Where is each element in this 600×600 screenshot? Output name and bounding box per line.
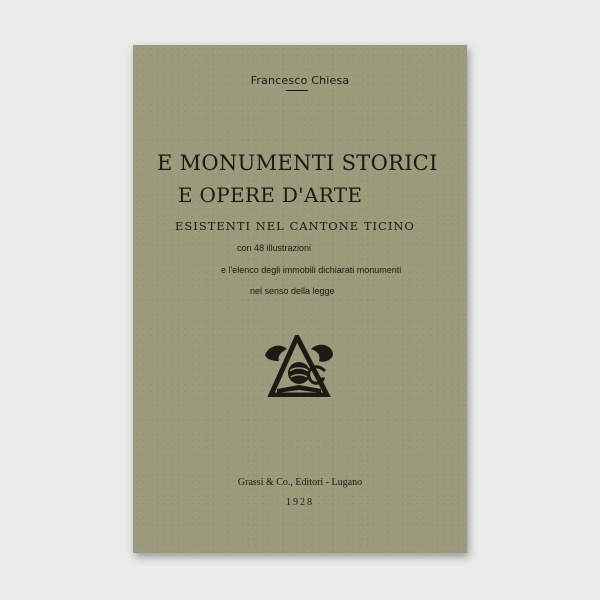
publisher-line: Grassi & Co., Editori - Lugano (237, 477, 363, 488)
subtitle-line-2: e l'elenco degli immobili dichiarati monumenti (221, 265, 402, 275)
title-line-1: E MONUMENTI STORICI (157, 151, 438, 175)
publisher-emblem-icon (263, 335, 335, 397)
author-divider (286, 90, 308, 91)
subtitle-line-1: con 48 illustrazioni (237, 243, 312, 253)
book-cover (133, 45, 467, 553)
author-name: Francesco Chiesa (250, 74, 350, 87)
title-line-2: E OPERE D'ARTE (178, 183, 363, 207)
publication-year: 1928 (286, 497, 314, 508)
title-line-3: ESISTENTI NEL CANTONE TICINO (175, 219, 415, 233)
subtitle-line-3: nel senso della legge (250, 286, 335, 296)
